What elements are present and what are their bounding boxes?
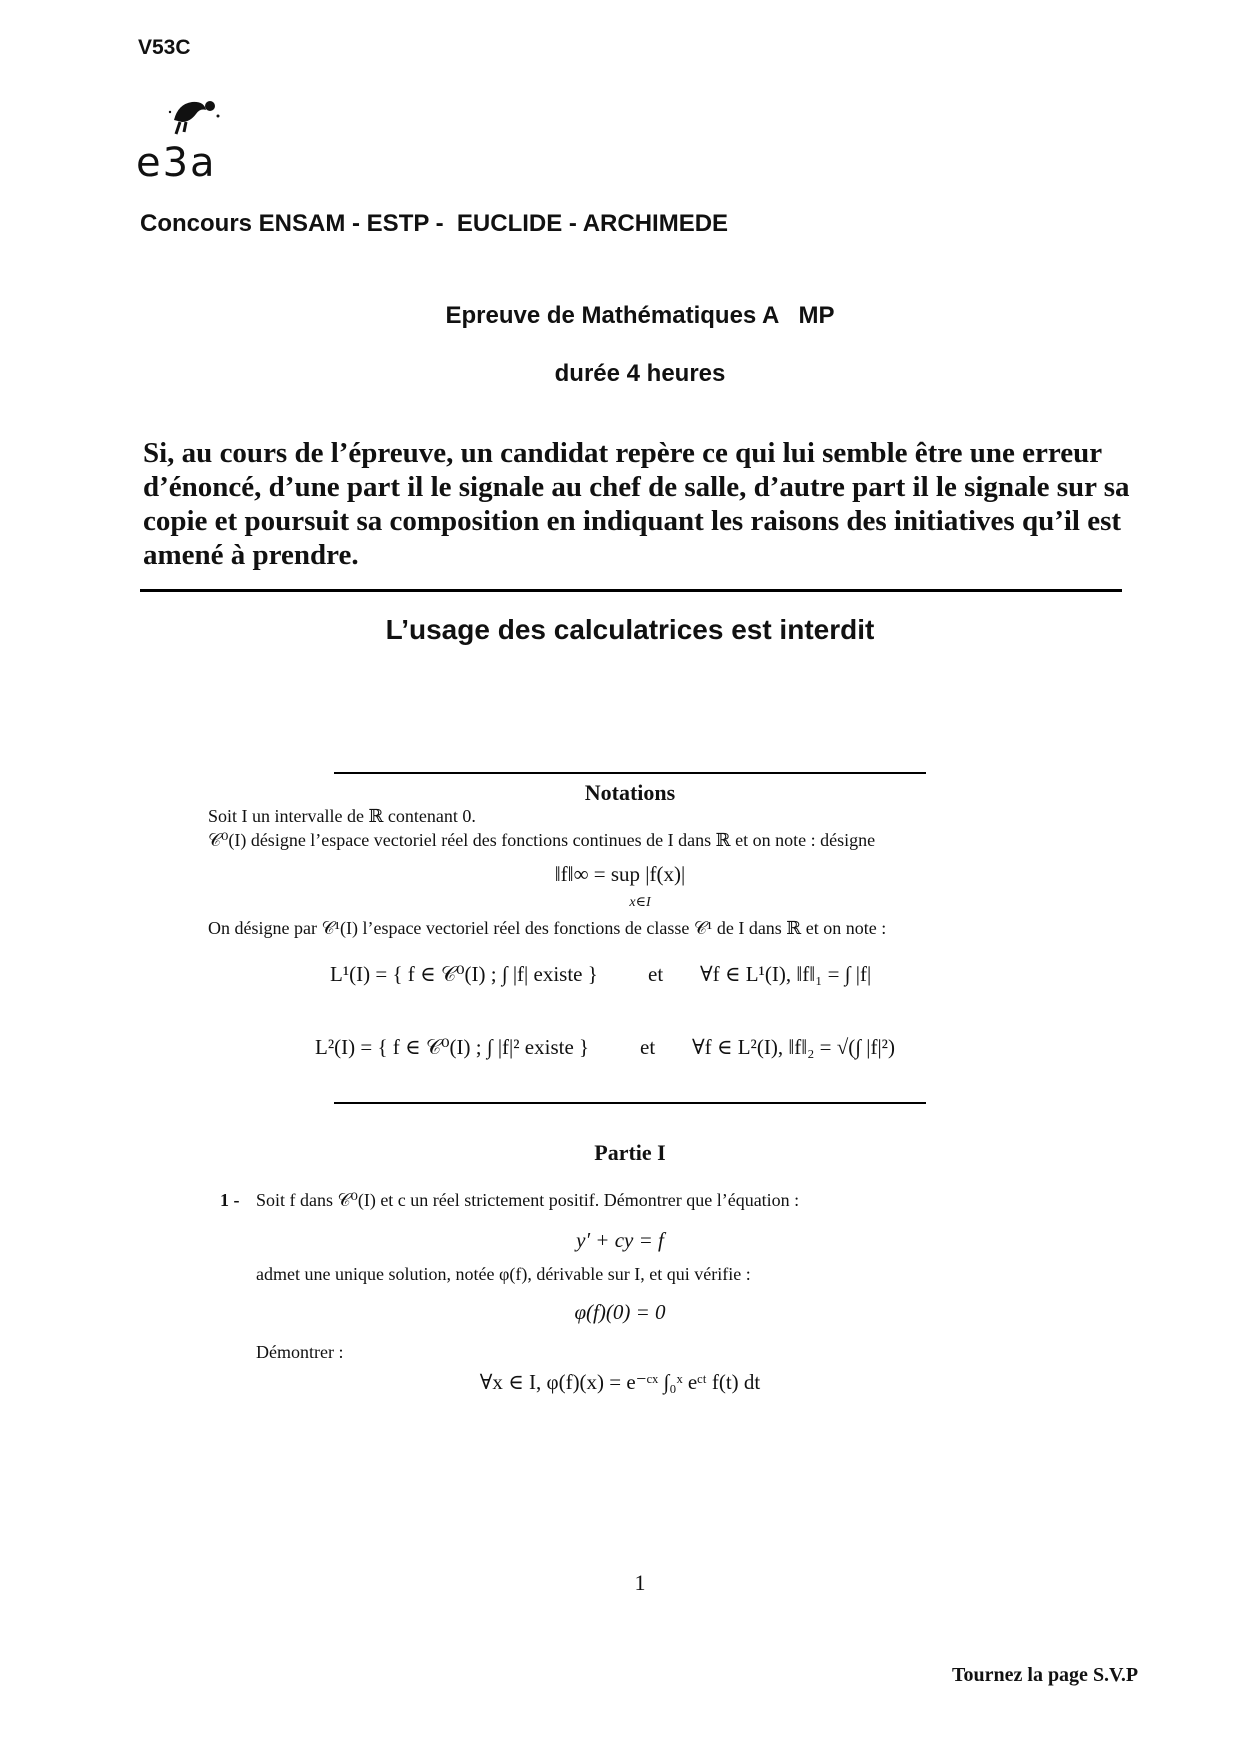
equation-3: ∀x ∈ I, φ(f)(x) = e⁻ᶜˣ ∫₀ˣ eᶜᵗ f(t) dt	[479, 1370, 761, 1394]
notations-rule-top	[334, 772, 926, 774]
question-1-text: Soit f dans 𝒞⁰(I) et c un réel strictement positif. Démontrer que l’équation :	[256, 1190, 800, 1210]
L2-et: et	[640, 1035, 656, 1059]
error-warning: Si, au cours de l’épreuve, un candidat repère ce qui lui semble être une erreur d’énoncé, d’une part il le signale au chef de salle, d’autre part il le signale sur sa copie et poursuit sa composition en indiquant les raisons des initiatives qu’il est amené à prendre.	[143, 437, 1130, 571]
partie-title: Partie I	[594, 1140, 666, 1165]
exam-duration: durée 4 heures	[554, 360, 726, 387]
turn-page-notice: Tournez la page S.V.P	[952, 1664, 1139, 1686]
L1-norm: ∀f ∈ L¹(I), ‖f‖₁ = ∫ |f|	[700, 962, 872, 986]
sup-subscript: x∈I	[629, 895, 651, 910]
logo-emblem-icon	[160, 92, 230, 138]
exam-code: V53C	[138, 36, 191, 59]
L1-et: et	[648, 962, 664, 986]
equation-2: φ(f)(0) = 0	[574, 1300, 666, 1324]
notations-line-2: 𝒞⁰(I) désigne l’espace vectoriel réel des fonctions continues de I dans ℝ et on note : désigne	[208, 830, 876, 850]
sup-norm-formula	[0, 862, 1240, 912]
calculator-notice: L’usage des calculatrices est interdit	[385, 614, 875, 645]
question-1-text-3: Démontrer :	[256, 1342, 344, 1362]
sup-norm: ‖f‖∞ = sup |f(x)|	[554, 862, 686, 886]
question-1-text-2: admet une unique solution, notée φ(f), dérivable sur I, et qui vérifie :	[256, 1264, 751, 1284]
exam-title: Epreuve de Mathématiques A MP	[445, 302, 835, 329]
e3a-logo	[136, 92, 256, 186]
contest-title: Concours ENSAM - ESTP - EUCLIDE - ARCHIMEDE	[140, 210, 729, 237]
equation-1: y′ + cy = f	[576, 1228, 664, 1252]
L2-definition: L²(I) = { f ∈ 𝒞⁰(I) ; ∫ |f|² existe }	[315, 1035, 590, 1059]
notations-rule-bottom	[334, 1102, 926, 1104]
page-number: 1	[634, 1570, 646, 1595]
L1-definition: L¹(I) = { f ∈ 𝒞⁰(I) ; ∫ |f| existe }	[330, 962, 598, 986]
question-number: 1 -	[220, 1190, 240, 1210]
notations-line-3: On désigne par 𝒞¹(I) l’espace vectoriel réel des fonctions de classe 𝒞¹ de I dans ℝ et on note :	[208, 918, 887, 938]
logo-text: e3a	[136, 140, 217, 186]
separator-thick	[140, 589, 1122, 592]
notations-title: Notations	[584, 780, 676, 805]
notations-line-1: Soit I un intervalle de ℝ contenant 0.	[208, 806, 476, 826]
L2-norm: ∀f ∈ L²(I), ‖f‖₂ = √(∫ |f|²)	[692, 1035, 895, 1059]
